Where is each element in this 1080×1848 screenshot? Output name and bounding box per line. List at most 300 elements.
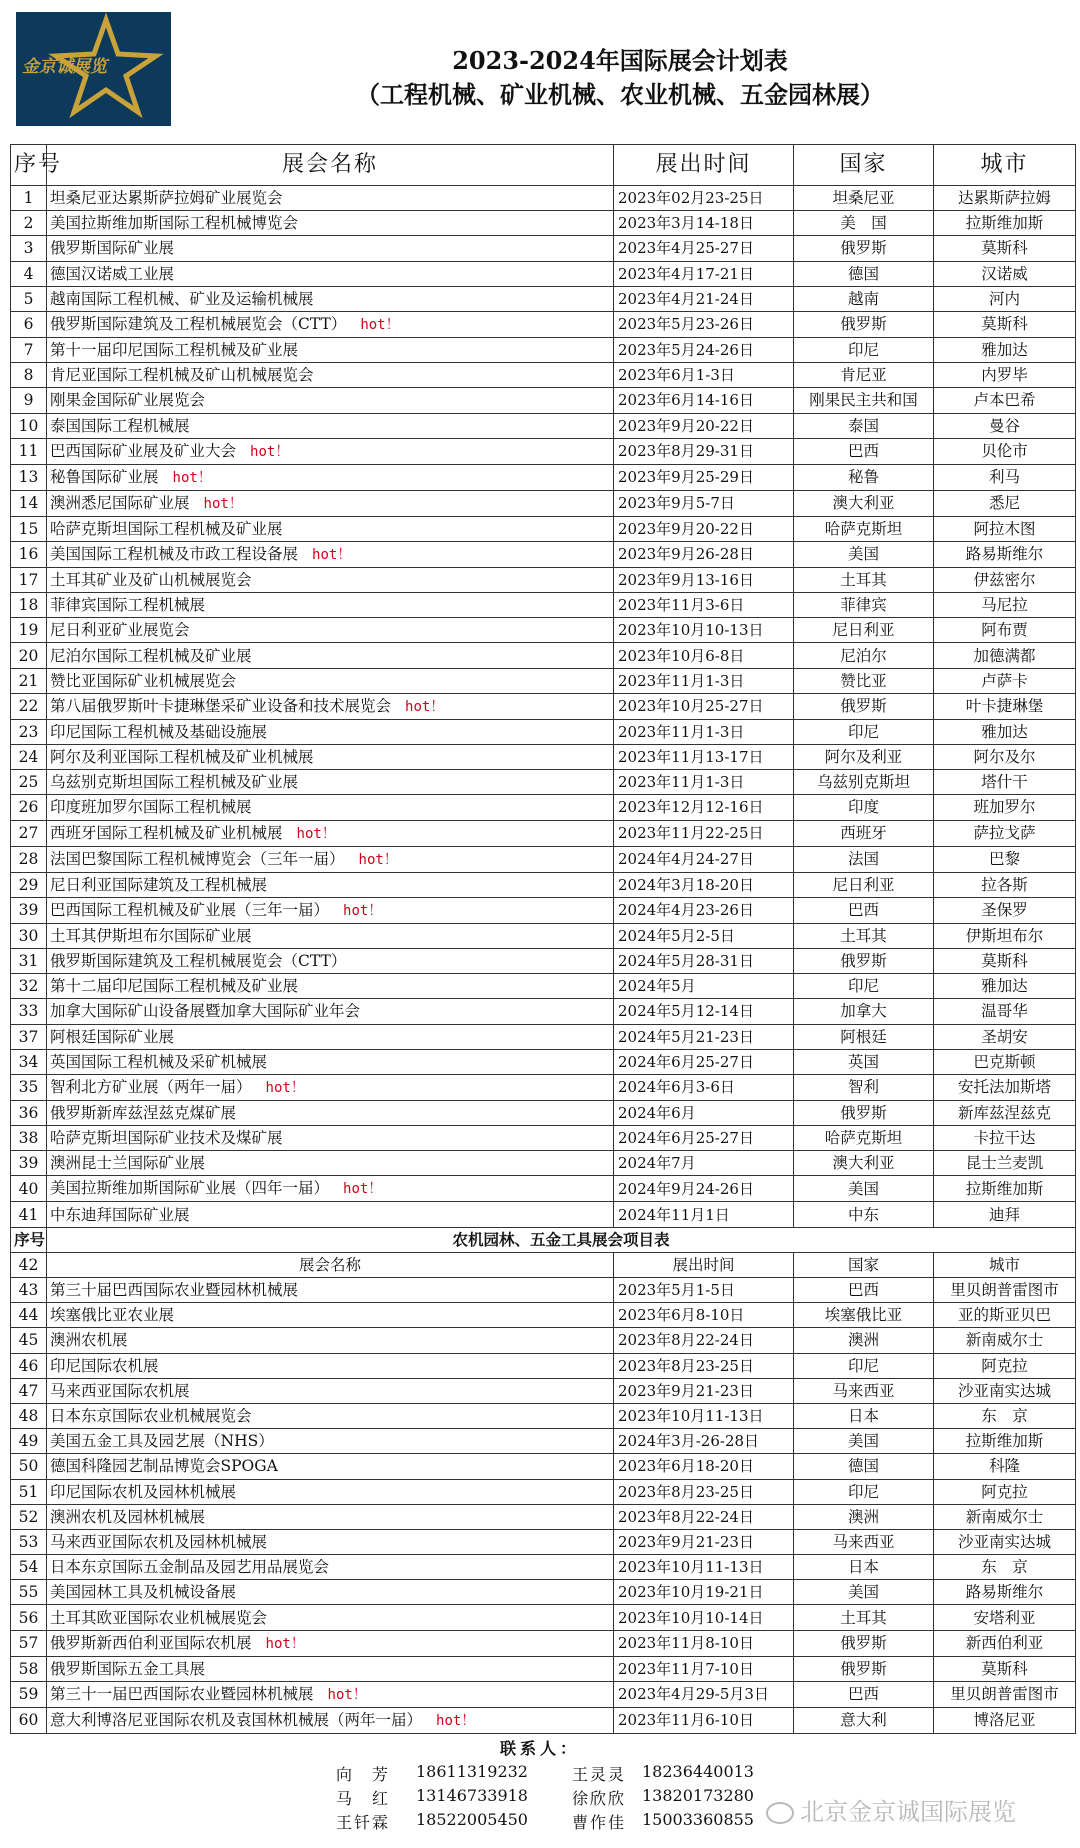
row-number: 20 xyxy=(18,646,39,665)
exhibition-date-cell xyxy=(614,897,794,923)
table-row xyxy=(11,286,1076,311)
table-row xyxy=(11,490,1076,516)
subheader-city: 城市 xyxy=(934,1252,1076,1277)
row-number: 15 xyxy=(18,519,39,538)
city: 迪拜 xyxy=(988,1205,1020,1224)
row-number-cell xyxy=(11,693,47,719)
row-number-cell xyxy=(11,1707,47,1733)
row-number: 9 xyxy=(23,391,34,410)
exhibition-name-cell xyxy=(47,186,614,211)
exhibition-date: 2024年5月12-14日 xyxy=(618,1002,754,1021)
exhibition-name: 第三十届巴西国际农业暨园林机械展 xyxy=(50,1281,299,1300)
exhibition-date-cell xyxy=(614,1328,794,1353)
city: 悉尼 xyxy=(988,494,1020,513)
row-number-cell xyxy=(11,1504,47,1529)
city-cell xyxy=(934,567,1076,592)
table-row xyxy=(11,1328,1076,1353)
country: 秘鲁 xyxy=(847,468,879,487)
row-number: 40 xyxy=(18,1179,39,1198)
exhibition-date-cell xyxy=(614,490,794,516)
exhibition-name-cell xyxy=(47,974,614,999)
table-row xyxy=(11,211,1076,236)
exhibition-date-cell xyxy=(614,974,794,999)
country-cell xyxy=(794,593,934,618)
city-cell xyxy=(934,999,1076,1024)
exhibition-date-cell xyxy=(614,388,794,413)
exhibition-date: 2023年5月1-5日 xyxy=(618,1281,735,1300)
city-cell xyxy=(934,1126,1076,1151)
row-number-cell xyxy=(11,286,47,311)
city: 利马 xyxy=(988,468,1020,487)
exhibition-name: 意大利博洛尼亚国际农机及袁国林机械展（两年一届） xyxy=(50,1710,423,1729)
exhibition-date: 2023年11月8-10日 xyxy=(618,1634,754,1653)
table-row xyxy=(11,693,1076,719)
country-cell xyxy=(794,897,934,923)
country-cell xyxy=(794,388,934,413)
exhibition-name: 马来西亚国际农机展 xyxy=(50,1381,190,1400)
row-number: 49 xyxy=(18,1432,39,1451)
row-number: 53 xyxy=(18,1532,39,1551)
country-cell xyxy=(794,1529,934,1554)
city-cell xyxy=(934,1707,1076,1733)
row-number-cell xyxy=(11,820,47,846)
header-date: 展出时间 xyxy=(614,145,794,186)
city: 东 京 xyxy=(981,1407,1028,1426)
country: 美国 xyxy=(847,1432,879,1451)
section-subheader-row xyxy=(11,1252,1076,1277)
exhibition-date-cell xyxy=(614,820,794,846)
country: 西班牙 xyxy=(840,824,887,843)
city-cell xyxy=(934,286,1076,311)
city-cell xyxy=(934,186,1076,211)
row-number-cell xyxy=(11,846,47,872)
exhibition-date-cell xyxy=(614,1504,794,1529)
exhibition-date: 2023年10月11-13日 xyxy=(618,1407,764,1426)
exhibition-name-cell xyxy=(47,948,614,973)
country-cell xyxy=(794,337,934,362)
country-cell xyxy=(794,745,934,770)
exhibition-date: 2024年4月23-26日 xyxy=(618,901,754,920)
row-number: 17 xyxy=(18,570,39,589)
row-number: 2 xyxy=(23,214,34,233)
country: 马来西亚 xyxy=(832,1381,895,1400)
city: 内罗毕 xyxy=(981,366,1028,385)
country-cell xyxy=(794,516,934,541)
contact-phone: 18236440013 xyxy=(642,1762,754,1781)
agri-section-header xyxy=(11,1227,1076,1277)
country: 泰国 xyxy=(847,416,879,435)
row-number: 29 xyxy=(18,875,39,894)
exhibition-date-cell xyxy=(614,618,794,643)
country: 印尼 xyxy=(847,341,879,360)
city-cell xyxy=(934,1353,1076,1378)
table-row xyxy=(11,770,1076,795)
city-cell xyxy=(934,1024,1076,1049)
row-number: 42 xyxy=(11,1252,47,1277)
exhibition-date: 2023年9月26-28日 xyxy=(618,545,754,564)
exhibition-name: 日本东京国际农业机械展览会 xyxy=(50,1407,252,1426)
exhibition-name: 俄罗斯国际五金工具展 xyxy=(50,1659,206,1678)
table-row xyxy=(11,1656,1076,1681)
exhibition-date-cell xyxy=(614,1707,794,1733)
contact-phone: 15003360855 xyxy=(642,1810,754,1829)
country-cell xyxy=(794,1151,934,1176)
city: 阿克拉 xyxy=(981,1482,1028,1501)
exhibition-name-cell xyxy=(47,1454,614,1479)
exhibition-table xyxy=(10,144,1076,1734)
exhibition-name-cell xyxy=(47,820,614,846)
city-cell xyxy=(934,464,1076,490)
table-row xyxy=(11,1303,1076,1328)
table-row xyxy=(11,1100,1076,1125)
exhibition-name: 美国拉斯维加斯国际工程机械博览会 xyxy=(50,214,299,233)
exhibition-name: 土耳其欧亚国际农业机械展览会 xyxy=(50,1608,268,1627)
city: 卢萨卡 xyxy=(981,671,1028,690)
row-number: 26 xyxy=(18,798,39,817)
city: 伊斯坦布尔 xyxy=(965,926,1044,945)
row-number-cell xyxy=(11,974,47,999)
row-number: 22 xyxy=(18,697,39,716)
exhibition-name: 日本东京国际五金制品及园艺用品展览会 xyxy=(50,1558,330,1577)
city: 阿尔及尔 xyxy=(973,748,1036,767)
exhibition-name: 第十二届印尼国际工程机械及矿业展 xyxy=(50,977,299,996)
table-row xyxy=(11,567,1076,592)
exhibition-name-cell xyxy=(47,1100,614,1125)
exhibition-date: 2024年5月21-23日 xyxy=(618,1027,754,1046)
row-number-cell xyxy=(11,438,47,464)
country: 印尼 xyxy=(847,722,879,741)
row-number-cell xyxy=(11,668,47,693)
city-cell xyxy=(934,1555,1076,1580)
city: 叶卡捷琳堡 xyxy=(965,697,1044,716)
table-row xyxy=(11,745,1076,770)
city-cell xyxy=(934,897,1076,923)
city-cell xyxy=(934,363,1076,388)
header-country: 国家 xyxy=(794,145,934,186)
city: 路易斯维尔 xyxy=(965,1583,1044,1602)
city: 新南威尔士 xyxy=(965,1331,1044,1350)
table-row xyxy=(11,1454,1076,1479)
city-cell xyxy=(934,1328,1076,1353)
country: 土耳其 xyxy=(840,1608,887,1627)
country-cell xyxy=(794,236,934,261)
exhibition-name-cell xyxy=(47,999,614,1024)
exhibition-date: 2024年6月25-27日 xyxy=(618,1129,754,1148)
exhibition-name: 泰国国际工程机械展 xyxy=(50,416,190,435)
table-row xyxy=(11,1378,1076,1403)
table-row xyxy=(11,1580,1076,1605)
row-number-cell xyxy=(11,1580,47,1605)
exhibition-date: 2023年4月21-24日 xyxy=(618,289,754,308)
country-cell xyxy=(794,1100,934,1125)
exhibition-date: 2023年6月14-16日 xyxy=(618,391,754,410)
exhibition-name-cell xyxy=(47,1605,614,1630)
table-row xyxy=(11,1707,1076,1733)
country-cell xyxy=(794,438,934,464)
exhibition-date: 2023年9月20-22日 xyxy=(618,416,754,435)
table-row xyxy=(11,1278,1076,1303)
star-logo-icon xyxy=(16,12,171,126)
exhibition-date: 2023年9月13-16日 xyxy=(618,570,754,589)
country-cell xyxy=(794,1605,934,1630)
exhibition-date-cell xyxy=(614,236,794,261)
row-number-cell xyxy=(11,516,47,541)
exhibition-date: 2024年6月3-6日 xyxy=(618,1078,735,1097)
city: 汉诺威 xyxy=(981,264,1028,283)
exhibition-date-cell xyxy=(614,1403,794,1428)
row-number-cell xyxy=(11,541,47,567)
row-number-cell xyxy=(11,872,47,897)
country-cell xyxy=(794,1656,934,1681)
exhibition-name-cell xyxy=(47,311,614,337)
country-cell xyxy=(794,846,934,872)
mining-section-body xyxy=(11,186,1076,1228)
city: 卡拉干达 xyxy=(973,1129,1036,1148)
exhibition-name-cell xyxy=(47,1074,614,1100)
exhibition-name-cell xyxy=(47,1656,614,1681)
exhibition-date: 2023年4月29-5月3日 xyxy=(618,1685,769,1704)
row-number-cell xyxy=(11,1100,47,1125)
header-city: 城市 xyxy=(934,145,1076,186)
table-row xyxy=(11,593,1076,618)
city: 路易斯维尔 xyxy=(965,545,1044,564)
city: 莫斯科 xyxy=(981,1659,1028,1678)
exhibition-name-cell xyxy=(47,286,614,311)
city-cell xyxy=(934,872,1076,897)
contact-name: 王灵灵 xyxy=(572,1765,627,1784)
row-number-cell xyxy=(11,1479,47,1504)
row-number: 35 xyxy=(18,1078,39,1097)
exhibition-date-cell xyxy=(614,1278,794,1303)
exhibition-date-cell xyxy=(614,1126,794,1151)
exhibition-date: 2023年9月5-7日 xyxy=(618,494,735,513)
exhibition-name: 法国巴黎国际工程机械博览会（三年一届） xyxy=(50,849,345,868)
table-row xyxy=(11,1555,1076,1580)
city-cell xyxy=(934,1100,1076,1125)
exhibition-name: 越南国际工程机械、矿业及运输机械展 xyxy=(50,289,314,308)
row-number: 58 xyxy=(18,1659,39,1678)
country: 俄罗斯 xyxy=(840,1634,887,1653)
city: 新库兹涅兹克 xyxy=(957,1103,1051,1122)
table-row xyxy=(11,261,1076,286)
exhibition-date: 2023年9月21-23日 xyxy=(618,1532,754,1551)
country-cell xyxy=(794,1353,934,1378)
exhibition-name-cell xyxy=(47,413,614,438)
country: 德国 xyxy=(847,264,879,283)
exhibition-date: 2023年8月29-31日 xyxy=(618,442,754,461)
exhibition-date-cell xyxy=(614,1454,794,1479)
country-cell xyxy=(794,1454,934,1479)
country: 尼日利亚 xyxy=(832,621,895,640)
subheader-name: 展会名称 xyxy=(47,1252,614,1277)
country-cell xyxy=(794,1555,934,1580)
country-cell xyxy=(794,1303,934,1328)
country: 马来西亚 xyxy=(832,1532,895,1551)
row-number-cell xyxy=(11,363,47,388)
country-cell xyxy=(794,1049,934,1074)
exhibition-name-cell xyxy=(47,211,614,236)
exhibition-date-cell xyxy=(614,745,794,770)
city-cell xyxy=(934,974,1076,999)
row-number: 16 xyxy=(18,545,39,564)
exhibition-date-cell xyxy=(614,516,794,541)
row-number-cell xyxy=(11,1555,47,1580)
city-cell xyxy=(934,311,1076,337)
exhibition-date: 2023年4月25-27日 xyxy=(618,239,754,258)
city-cell xyxy=(934,719,1076,744)
exhibition-name-cell xyxy=(47,1328,614,1353)
exhibition-date: 2024年6月25-27日 xyxy=(618,1052,754,1071)
exhibition-name-cell xyxy=(47,846,614,872)
country: 土耳其 xyxy=(840,570,887,589)
exhibition-name-cell xyxy=(47,1580,614,1605)
table-row xyxy=(11,1605,1076,1630)
city-cell xyxy=(934,923,1076,948)
row-number: 11 xyxy=(18,442,39,461)
hot-badge: hot！ xyxy=(296,825,336,842)
country: 意大利 xyxy=(840,1711,887,1730)
hot-badge: hot！ xyxy=(265,1079,305,1096)
exhibition-name: 英国国际工程机械及采矿机械展 xyxy=(50,1052,268,1071)
exhibition-date: 2023年11月6-10日 xyxy=(618,1711,754,1730)
city: 博洛尼亚 xyxy=(973,1711,1036,1730)
exhibition-name-cell xyxy=(47,541,614,567)
country-cell xyxy=(794,770,934,795)
city: 新南威尔士 xyxy=(965,1507,1044,1526)
exhibition-name-cell xyxy=(47,1707,614,1733)
hot-badge: hot！ xyxy=(312,546,352,563)
row-number-cell xyxy=(11,1126,47,1151)
row-number: 34 xyxy=(18,1052,39,1071)
row-number: 6 xyxy=(23,315,34,334)
country: 印度 xyxy=(847,798,879,817)
table-row xyxy=(11,1429,1076,1454)
exhibition-date-cell xyxy=(614,438,794,464)
city: 圣保罗 xyxy=(981,901,1028,920)
exhibition-name-cell xyxy=(47,1630,614,1656)
row-number-cell xyxy=(11,1303,47,1328)
country: 哈萨克斯坦 xyxy=(824,519,903,538)
exhibition-date: 2023年11月13-17日 xyxy=(618,748,764,767)
row-number-cell xyxy=(11,1630,47,1656)
table-row xyxy=(11,1504,1076,1529)
exhibition-date: 2023年6月18-20日 xyxy=(618,1457,754,1476)
country: 阿尔及利亚 xyxy=(824,748,903,767)
exhibition-name: 美国拉斯维加斯国际矿业展（四年一届） xyxy=(50,1179,330,1198)
city-cell xyxy=(934,593,1076,618)
table-row xyxy=(11,363,1076,388)
country-cell xyxy=(794,948,934,973)
contact-name: 王钎霖 xyxy=(336,1813,391,1832)
exhibition-name-cell xyxy=(47,923,614,948)
city: 卢本巴希 xyxy=(973,391,1036,410)
section-title: 农机园林、五金工具展会项目表 xyxy=(47,1227,1076,1252)
country: 俄罗斯 xyxy=(840,952,887,971)
exhibition-name-cell xyxy=(47,745,614,770)
exhibition-name: 乌兹别克斯坦国际工程机械及矿业展 xyxy=(50,773,299,792)
country-cell xyxy=(794,1707,934,1733)
city-cell xyxy=(934,1630,1076,1656)
city-cell xyxy=(934,1605,1076,1630)
country-cell xyxy=(794,211,934,236)
city: 雅加达 xyxy=(981,341,1028,360)
exhibition-name-cell xyxy=(47,1353,614,1378)
exhibition-name: 澳洲农机及园林机械展 xyxy=(50,1507,206,1526)
exhibition-name-cell xyxy=(47,719,614,744)
exhibition-name: 马来西亚国际农机及园林机械展 xyxy=(50,1532,268,1551)
exhibition-date-cell xyxy=(614,186,794,211)
exhibition-date: 2024年5月2-5日 xyxy=(618,926,735,945)
exhibition-date-cell xyxy=(614,693,794,719)
table-row xyxy=(11,1202,1076,1227)
contact-name: 曹作佳 xyxy=(572,1813,627,1832)
row-number-cell xyxy=(11,1176,47,1202)
row-number: 7 xyxy=(23,341,34,360)
table-row xyxy=(11,897,1076,923)
city-cell xyxy=(934,1429,1076,1454)
row-number: 50 xyxy=(18,1457,39,1476)
exhibition-date: 2023年11月1-3日 xyxy=(618,671,745,690)
city: 莫斯科 xyxy=(981,952,1028,971)
contacts-label: 联系人： xyxy=(500,1739,581,1758)
row-number: 52 xyxy=(18,1507,39,1526)
row-number: 25 xyxy=(18,773,39,792)
row-number: 14 xyxy=(18,494,39,513)
table-row xyxy=(11,1529,1076,1554)
table-row xyxy=(11,1176,1076,1202)
exhibition-date: 2023年10月19-21日 xyxy=(618,1583,764,1602)
exhibition-date: 2023年5月23-26日 xyxy=(618,315,754,334)
exhibition-name-cell xyxy=(47,1303,614,1328)
exhibition-name-cell xyxy=(47,464,614,490)
row-number: 56 xyxy=(18,1608,39,1627)
country: 美国 xyxy=(847,545,879,564)
row-number-cell xyxy=(11,618,47,643)
country-cell xyxy=(794,618,934,643)
country-cell xyxy=(794,1176,934,1202)
exhibition-date-cell xyxy=(614,1378,794,1403)
city: 班加罗尔 xyxy=(973,798,1036,817)
country: 德国 xyxy=(847,1457,879,1476)
exhibition-name: 刚果金国际矿业展览会 xyxy=(50,391,206,410)
exhibition-date-cell xyxy=(614,1353,794,1378)
exhibition-name-cell xyxy=(47,795,614,820)
city: 东 京 xyxy=(981,1558,1028,1577)
exhibition-date: 2023年10月11-13日 xyxy=(618,1558,764,1577)
exhibition-name-cell xyxy=(47,668,614,693)
exhibition-name-cell xyxy=(47,516,614,541)
country-cell xyxy=(794,1580,934,1605)
exhibition-name-cell xyxy=(47,1202,614,1227)
city-cell xyxy=(934,1656,1076,1681)
table-row xyxy=(11,1024,1076,1049)
table-row xyxy=(11,541,1076,567)
exhibition-name: 美国园林工具及机械设备展 xyxy=(50,1583,237,1602)
city-cell xyxy=(934,337,1076,362)
exhibition-name-cell xyxy=(47,872,614,897)
exhibition-name-cell xyxy=(47,236,614,261)
exhibition-name-cell xyxy=(47,1429,614,1454)
country-cell xyxy=(794,1429,934,1454)
country: 土耳其 xyxy=(840,926,887,945)
table-header-row xyxy=(11,145,1076,186)
row-number: 13 xyxy=(18,468,39,487)
city: 圣胡安 xyxy=(981,1027,1028,1046)
row-number: 33 xyxy=(18,1002,39,1021)
country: 坦桑尼亚 xyxy=(832,189,895,208)
table-row xyxy=(11,999,1076,1024)
city-cell xyxy=(934,1681,1076,1707)
